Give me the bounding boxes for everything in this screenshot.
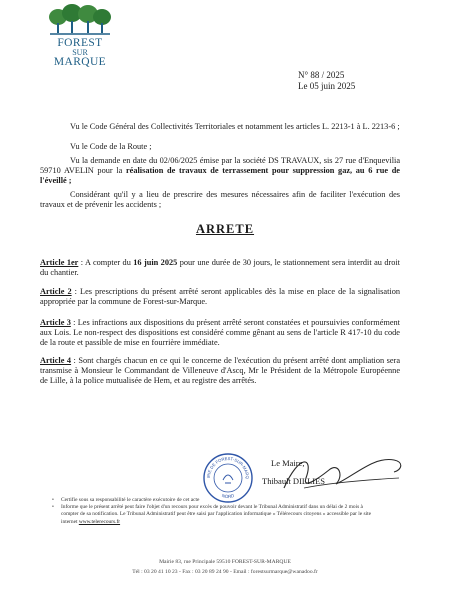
article-1-text-before: : A compter du <box>78 258 134 267</box>
mayor-name: Thibault DILLIES <box>262 476 326 486</box>
town-logo <box>44 4 116 74</box>
article-3-label: Article 3 <box>40 318 71 327</box>
preamble-code-route: Vu le Code de la Route ; <box>70 142 152 151</box>
logo-text-marque: MARQUE <box>53 56 107 68</box>
notes-list <box>52 497 372 526</box>
article-2-label: Article 2 <box>40 287 72 296</box>
article-4-text: : Sont chargés chacun en ce qui le concerne de l'exécution du présent arrêté dont ampliation sera transmise à Monsieur le Commandant de Villeneuve d'Ascq, Mr le Président de la Métropole Européenne de Lille, à la police mutualisée de Hem, et au registre des arrêtés. <box>40 356 401 386</box>
note-recourse-text: Informe que le présent arrêté peut faire l'objet d'un recours pour excès de pouvoir devant le Tribunal Administratif dans un délai de 2 mois à compter de sa notification. Le Tribunal Administratif peut être saisi par l'application informatique « Télérecours citoyens » accessible par le site internet <box>61 504 371 525</box>
trees-icon <box>48 4 112 38</box>
article-2 <box>40 287 400 307</box>
decree-title: ARRETE <box>195 222 255 236</box>
note-recourse <box>52 504 372 526</box>
logo-text-forest: FOREST <box>57 37 103 49</box>
logo-text-sur: SUR <box>72 48 88 57</box>
reference-block <box>298 70 355 92</box>
stamp-bottom-text: NORD <box>221 492 235 500</box>
preamble-demande-bold: réalisation de travaux de terrassement pour suppression gaz, au 6 rue de l'éveillé ; <box>40 166 400 186</box>
decree-number: N° 88 / 2025 <box>298 70 345 80</box>
article-4 <box>40 356 400 387</box>
preamble-demande <box>40 156 400 187</box>
article-1-label: Article 1er <box>40 258 79 267</box>
article-4-label: Article 4 <box>40 356 72 365</box>
footer-address: Mairie 83, rue Principale 59510 FOREST-SUR-MARQUE <box>159 559 291 565</box>
preamble-considerant: Considérant qu'il y a lieu de prescrire des mesures nécessaires afin de faciliter l'exécution des travaux et de prévenir les accidents ; <box>40 190 400 210</box>
article-1-text-after: pour une durée de 30 jours, le stationnement sera interdit au droit du chantier. <box>40 258 400 278</box>
decree-date: Le 05 juin 2025 <box>298 81 356 91</box>
telerecours-link[interactable]: www.telerecours.fr <box>78 518 121 525</box>
article-1-date: 16 juin 2025 <box>133 258 178 267</box>
article-3 <box>40 318 400 349</box>
article-3-text: : Les infractions aux dispositions du présent arrêté seront constatées et poursuivies conformément aux Lois. Le non-respect des dispositions est considéré comme gênant au sens de l'article R 417-10 du code de la route et passible de mise en fourrière immédiate. <box>40 318 400 348</box>
note-certify: • Certifie sous sa responsabilité le caractère exécutoire de cet acte <box>52 497 372 504</box>
article-2-text: : Les prescriptions du présent arrêté seront applicables dès la mise en place de la signalisation appropriée par la commune de Forest-sur-Marque. <box>40 287 400 307</box>
preamble-demande-text: Vu la demande en date du 02/06/2025 émise par la société DS TRAVAUX, sis 27 rue d'Enquevilia 59710 AVELIN pour la <box>40 156 400 176</box>
article-1 <box>40 258 400 278</box>
preamble-code-collectivites: Vu le Code Général des Collectivités Territoriales et notamment les articles L. 2213-1 à L. 2213-6 ; <box>70 122 400 131</box>
footer-contact: Tél : 03 20 41 10 23 - Fax : 03 20 89 24 90 - Email : forestsurmarque@wanadoo.fr <box>132 569 318 575</box>
stamp-top-text: IRIE DE FOREST-SUR-MARQ <box>205 455 251 479</box>
mayor-role: Le Maire, <box>271 458 305 468</box>
